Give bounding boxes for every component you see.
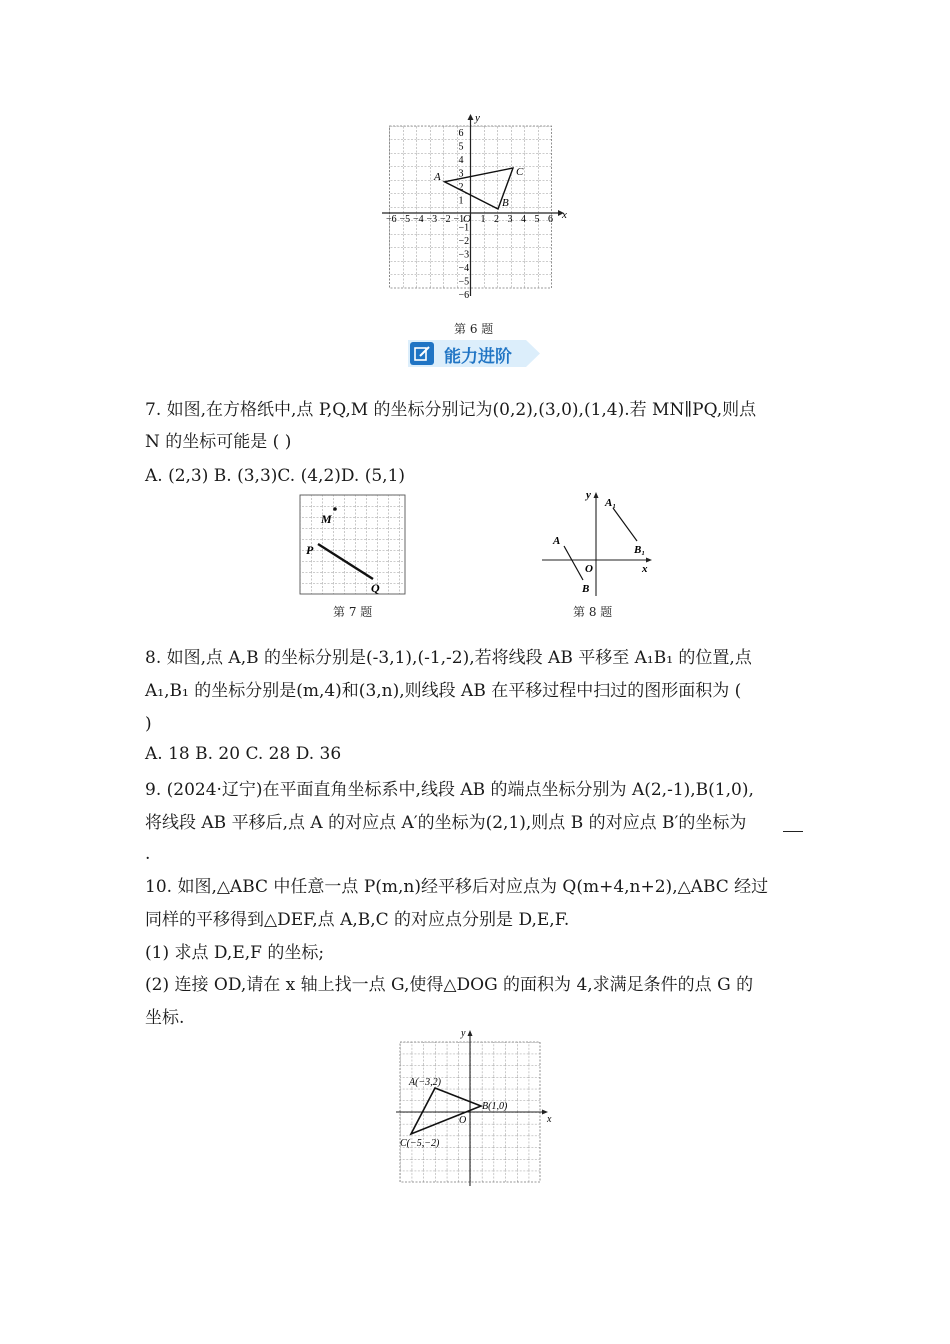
figure-10-grid — [394, 1026, 559, 1188]
fig8-label-a1: A₁ — [605, 497, 617, 509]
fig10-label-a: A(−3,2) — [409, 1077, 442, 1088]
fig10-label-x: x — [547, 1114, 552, 1125]
fig7-label-m: M — [321, 512, 332, 526]
banner-title: 能力进阶 — [444, 347, 512, 367]
figure-8-caption: 第 8 题 — [573, 605, 613, 619]
fig6-y-tick-label: −2 — [458, 236, 470, 247]
q7-options: A. (2,3) B. (3,3)C. (4,2)D. (5,1) — [145, 466, 406, 486]
section-banner — [408, 340, 548, 367]
fig6-y-tick-label: −4 — [458, 263, 470, 274]
fig6-y-tick-label: 6 — [458, 128, 464, 139]
fig6-origin: O — [463, 213, 471, 225]
fig6-x-tick-label: 1 — [480, 214, 486, 225]
q9-line1: 9. (2024·辽宁)在平面直角坐标系中,线段 AB 的端点坐标分别为 A(2,-1),B(1,0), — [145, 780, 754, 800]
q10-part2b: 坐标. — [145, 1008, 185, 1028]
fig6-x-tick-label: 6 — [548, 214, 553, 225]
fig6-x-tick-label: −2 — [440, 214, 451, 225]
fig7-label-q: Q — [371, 581, 380, 595]
fig10-label-o: O — [459, 1115, 467, 1126]
fig8-segment-ab — [564, 546, 583, 580]
q10-line1: 10. 如图,△ABC 中任意一点 P(m,n)经平移后对应点为 Q(m+4,n+2),△ABC 经过 — [145, 877, 769, 897]
figure-7-grid — [298, 492, 410, 598]
fig7-point-m — [333, 507, 337, 511]
fig6-x-tick-label: 5 — [534, 214, 540, 225]
fig7-label-p: P — [306, 543, 314, 557]
fig8-label-a: A — [553, 535, 561, 547]
fig8-label-x: x — [642, 563, 648, 575]
q10-line2: 同样的平移得到△DEF,点 A,B,C 的对应点分别是 D,E,F. — [145, 910, 570, 930]
figure-6-grid — [378, 112, 578, 302]
fig8-label-y: y — [586, 489, 591, 501]
fig6-y-tick-label: 2 — [458, 182, 464, 193]
fig6-point-c: C — [516, 166, 524, 178]
fig6-x-tick-label: 2 — [494, 214, 499, 225]
fig6-y-tick-label: −3 — [458, 249, 470, 261]
fig6-x-tick-label: −6 — [386, 214, 397, 225]
figure-6-caption: 第 6 题 — [454, 322, 494, 336]
q9-answer-blank[interactable] — [783, 831, 803, 832]
q8-line1: 8. 如图,点 A,B 的坐标分别是(-3,1),(-1,-2),若将线段 AB 平移至 A₁B₁ 的位置,点 — [145, 648, 752, 668]
q7-line1: 7. 如图,在方格纸中,点 P,Q,M 的坐标分别记为(0,2),(3,0),(1,4).若 MN∥PQ,则点 — [145, 400, 757, 420]
fig6-x-tick-label: −4 — [413, 214, 424, 225]
fig6-y-tick-label: 4 — [458, 155, 464, 166]
figure-7-caption: 第 7 题 — [333, 605, 373, 619]
fig6-x-tick-label: −3 — [426, 214, 438, 225]
q8-line3: ) — [145, 714, 152, 734]
pencil-note-icon — [414, 345, 431, 362]
fig6-y-tick-label: −5 — [458, 276, 470, 288]
fig6-y-tick-label: 3 — [458, 168, 464, 180]
fig6-y-tick-label: 5 — [458, 141, 464, 153]
fig8-label-b1: B₁ — [634, 544, 646, 556]
q9-line3: . — [145, 844, 151, 864]
fig6-x-tick-label: 4 — [521, 214, 526, 225]
fig6-point-b: B — [502, 197, 509, 209]
fig10-label-y: y — [461, 1028, 466, 1039]
q8-line2: A₁,B₁ 的坐标分别是(m,4)和(3,n),则线段 AB 在平移过程中扫过的图形面积为 ( — [145, 681, 742, 701]
q10-part2a: (2) 连接 OD,请在 x 轴上找一点 G,使得△DOG 的面积为 4,求满足条件的点 G 的 — [145, 975, 754, 995]
fig6-x-tick-label: −5 — [399, 214, 411, 225]
fig10-label-b: B(1,0) — [482, 1101, 508, 1112]
fig6-x-tick-label: −1 — [453, 214, 465, 225]
q7-line2: N 的坐标可能是 ( ) — [145, 432, 292, 452]
fig8-label-o: O — [585, 563, 593, 575]
fig6-y-label: y — [475, 112, 480, 124]
q8-options: A. 18 B. 20 C. 28 D. 36 — [145, 744, 342, 764]
fig6-point-a: A — [434, 171, 441, 183]
fig6-x-label: x — [562, 209, 567, 221]
q9-line2: 将线段 AB 平移后,点 A 的对应点 A′的坐标为(2,1),则点 B 的对应点 B′的坐标为 — [145, 813, 747, 833]
q10-part1: (1) 求点 D,E,F 的坐标; — [145, 943, 325, 963]
fig8-segment-a1b1 — [613, 508, 637, 541]
fig6-y-tick-label: 1 — [458, 195, 464, 207]
figure-8-diagram — [538, 484, 658, 600]
fig6-y-tick-label: −6 — [458, 290, 470, 301]
fig8-label-b: B — [582, 583, 590, 595]
fig6-y-tick-label: −1 — [458, 222, 470, 234]
fig10-label-c: C(−5,−2) — [400, 1138, 440, 1149]
fig6-x-tick-label: 3 — [507, 214, 513, 225]
